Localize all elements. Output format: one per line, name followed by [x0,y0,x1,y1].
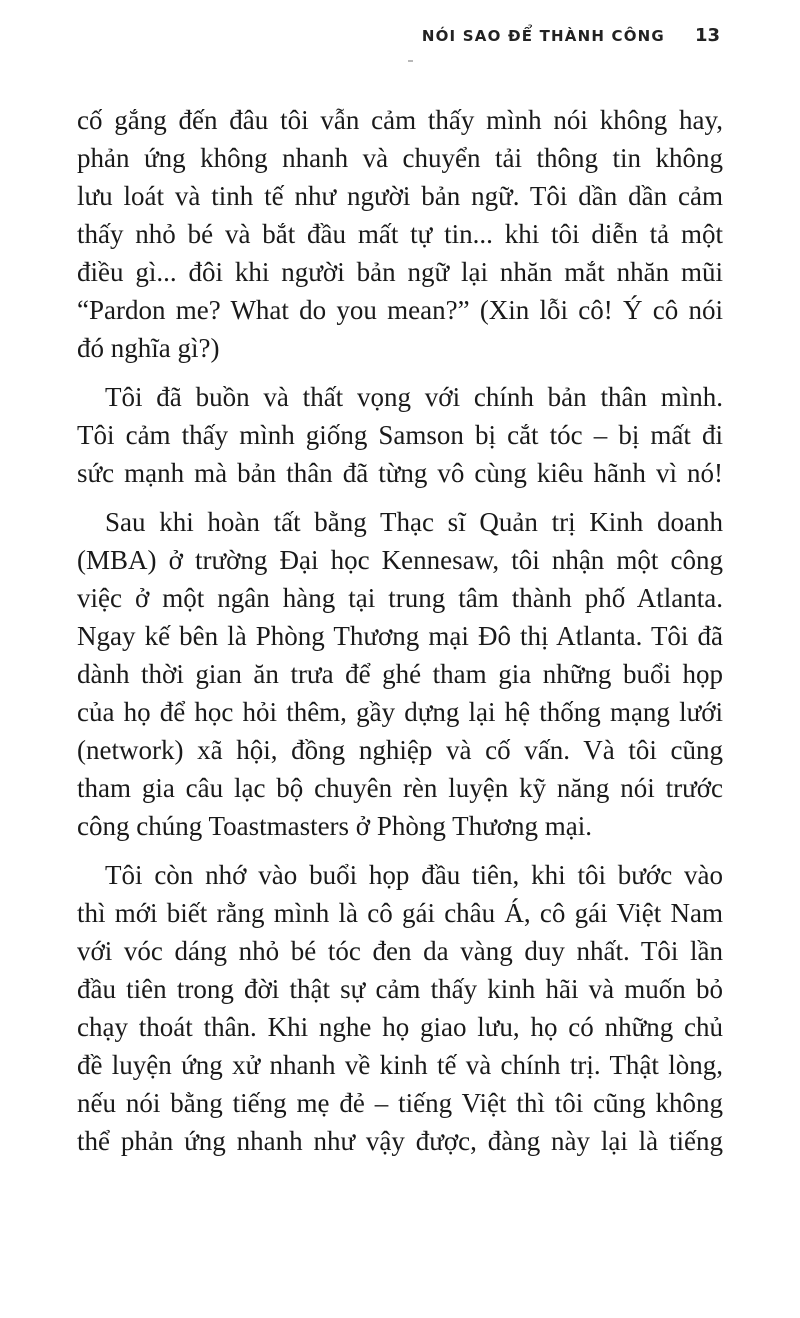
paragraph [77,856,723,1160]
text-line: sức mạnh mà bản thân đã từng vô cùng kiêu hãnh vì nó! [77,458,723,488]
text-line: công chúng Toastmasters ở Phòng Thương mại. [77,811,593,841]
text-line: “Pardon me? What do you mean?” (Xin lỗi cô! Ý cô nói [77,295,723,325]
text-line: thì mới biết rằng mình là cô gái châu Á, cô gái Việt Nam [77,898,723,928]
text-line: của họ để học hỏi thêm, gầy dựng lại hệ thống mạng lưới [77,697,723,727]
running-header [422,25,720,46]
text-line: đầu tiên trong đời thật sự cảm thấy kinh hãi và muốn bỏ [77,974,723,1004]
text-line: Tôi còn nhớ vào buổi họp đầu tiên, khi tôi bước vào [105,860,723,890]
paragraph [77,101,723,367]
text-line: Tôi cảm thấy mình giống Samson bị cắt tóc – bị mất đi [77,420,723,450]
print-speck [408,60,413,62]
text-line: điều gì... đôi khi người bản ngữ lại nhăn mắt nhăn mũi [77,257,723,287]
paragraph [77,503,723,845]
paragraph [77,378,723,492]
text-line: Ngay kế bên là Phòng Thương mại Đô thị Atlanta. Tôi đã [77,621,723,651]
text-line: thể phản ứng nhanh như vậy được, đàng này lại là tiếng [77,1126,723,1156]
text-line: dành thời gian ăn trưa để ghé tham gia những buổi họp [77,659,723,689]
text-line: tham gia câu lạc bộ chuyên rèn luyện kỹ năng nói trước [77,773,723,803]
text-line: thấy nhỏ bé và bắt đầu mất tự tin... khi tôi diễn tả một [77,219,723,249]
text-line: với vóc dáng nhỏ bé tóc đen da vàng duy nhất. Tôi lần [77,936,723,966]
body-text [77,101,723,1160]
text-line: (MBA) ở trường Đại học Kennesaw, tôi nhận một công [77,545,723,575]
running-title: NÓI SAO ĐỂ THÀNH CÔNG [421,27,665,45]
text-line: đề luyện ứng xử nhanh về kinh tế và chính trị. Thật lòng, [77,1050,723,1080]
text-line: chạy thoát thân. Khi nghe họ giao lưu, họ có những chủ [77,1012,723,1042]
text-line: lưu loát và tinh tế như người bản ngữ. Tôi dần dần cảm [77,181,723,211]
text-line: Sau khi hoàn tất bằng Thạc sĩ Quản trị Kinh doanh [105,507,723,537]
text-line: cố gắng đến đâu tôi vẫn cảm thấy mình nói không hay, [77,105,723,135]
page-number: 13 [694,25,720,46]
text-line: phản ứng không nhanh và chuyển tải thông tin không [77,143,723,173]
text-line: Tôi đã buồn và thất vọng với chính bản thân mình. [105,382,723,412]
text-line: nếu nói bằng tiếng mẹ đẻ – tiếng Việt thì tôi cũng không [77,1088,723,1118]
text-line: việc ở một ngân hàng tại trung tâm thành phố Atlanta. [77,583,723,613]
text-line: đó nghĩa gì?) [77,333,220,363]
text-line: (network) xã hội, đồng nghiệp và cố vấn. Và tôi cũng [77,735,723,765]
